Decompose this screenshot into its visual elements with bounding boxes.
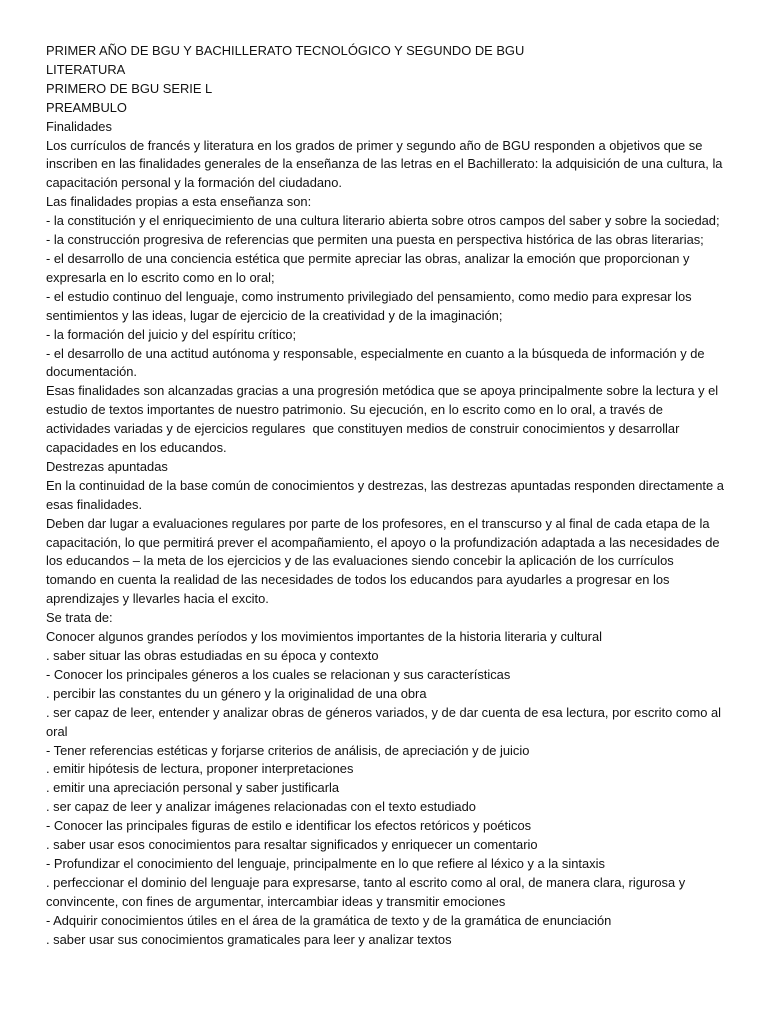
list-item: - la constitución y el enriquecimiento de una cultura literario abierta sobre otros campos del saber y sobre la sociedad; (46, 213, 720, 229)
list-item: - el desarrollo de una conciencia estética que permite apreciar las obras, analizar la emoción que proporcionan y expresarla en lo escrito como en lo oral; (46, 250, 694, 285)
list-item: . emitir hipótesis de lectura, proponer interpretaciones (46, 761, 354, 777)
list-item: . ser capaz de leer y analizar imágenes relacionadas con el texto estudiado (46, 799, 476, 815)
list-item: - el estudio continuo del lenguaje, como instrumento privilegiado del pensamiento, como medio para expresar los sentimientos y las ideas, lugar de ejercicio de la creatividad y de la imaginación; (46, 288, 696, 323)
paragraph: Las finalidades propias a esta enseñanza son: (46, 194, 312, 210)
list-item: . emitir una apreciación personal y saber justificarla (46, 780, 340, 796)
list-item: . saber usar sus conocimientos gramaticales para leer y analizar textos (46, 931, 452, 947)
list-item: - Tener referencias estéticas y forjarse criterios de análisis, de apreciación y de juicio (46, 742, 530, 758)
list-item: Conocer algunos grandes períodos y los movimientos importantes de la historia literaria y cultural (46, 629, 603, 645)
paragraph: Se trata de: (46, 610, 113, 626)
paragraph: Los currículos de francés y literatura en los grados de primer y segundo año de BGU responden a objetivos que se inscriben en las finalidades generales de la enseñanza de las letras en el Bachillerato: la adquisición de una cultura, la capacitación personal y la formación del ciudadano. (46, 137, 727, 191)
list-item: . saber situar las obras estudiadas en su época y contexto (46, 648, 379, 663)
document-body (46, 42, 726, 950)
list-item: - la formación del juicio y del espíritu crítico; (46, 326, 297, 342)
list-item: . saber usar esos conocimientos para resaltar significados y enriquecer un comentario (46, 837, 538, 853)
list-item: - Conocer las principales figuras de estilo e identificar los efectos retóricos y poéticos (46, 818, 532, 834)
paragraph: Deben dar lugar a evaluaciones regulares por parte de los profesores, en el transcurso y al final de cada etapa de la capacitación, lo que permitirá prever el acompañamiento, el apoyo o la profundización adaptada a las necesidades de los educandos – la meta de los ejercicios y de las evaluaciones siendo concebir la aplicación de los currículos tomando en cuenta la realidad de las necesidades de todos los educandos para ayudarles a progresar en los aprendizajes y llevarles hacia el excito. (46, 515, 724, 607)
course-heading: PRIMERO DE BGU SERIE L (46, 80, 213, 96)
list-item: - Adquirir conocimientos útiles en el área de la gramática de texto y de la gramática de enunciación (46, 912, 612, 928)
section-heading-preambulo: PREAMBULO (46, 99, 127, 115)
subject-heading: LITERATURA (46, 61, 126, 77)
section-heading-finalidades: Finalidades (46, 118, 112, 134)
list-item: - la construcción progresiva de referencias que permiten una puesta en perspectiva histórica de las obras literarias; (46, 232, 704, 248)
list-item: - Conocer los principales géneros a los cuales se relacionan y sus características (46, 666, 511, 682)
paragraph: Esas finalidades son alcanzadas gracias a una progresión metódica que se apoya principalmente sobre la lectura y el estudio de textos importantes de nuestro patrimonio. Su ejecución, en lo escrito como en lo oral, a través de actividades variadas y de ejercicios regulares que constituyen medios de construir conocimientos y desarrollar capacidades en los educandos. (46, 383, 722, 456)
document-title: PRIMER AÑO DE BGU Y BACHILLERATO TECNOLÓGICO Y SEGUNDO DE BGU (46, 43, 525, 58)
list-item: . perfeccionar el dominio del lenguaje para expresarse, tanto al escrito como al oral, de manera clara, rigurosa y convincente, con fines de argumentar, intercambiar ideas y transmitir emociones (46, 874, 689, 909)
list-item: - el desarrollo de una actitud autónoma y responsable, especialmente en cuanto a la búsqueda de información y de documentación. (46, 345, 709, 380)
list-item: - Profundizar el conocimiento del lenguaje, principalmente en lo que refiere al léxico y a la sintaxis (46, 855, 605, 871)
list-item: . ser capaz de leer, entender y analizar obras de géneros variados, y de dar cuenta de esa lectura, por escrito como al oral (46, 704, 725, 739)
paragraph: En la continuidad de la base común de conocimientos y destrezas, las destrezas apuntadas responden directamente a esas finalidades. (46, 477, 728, 512)
section-heading-destrezas: Destrezas apuntadas (46, 458, 168, 474)
list-item: . percibir las constantes du un género y la originalidad de una obra (46, 685, 427, 701)
